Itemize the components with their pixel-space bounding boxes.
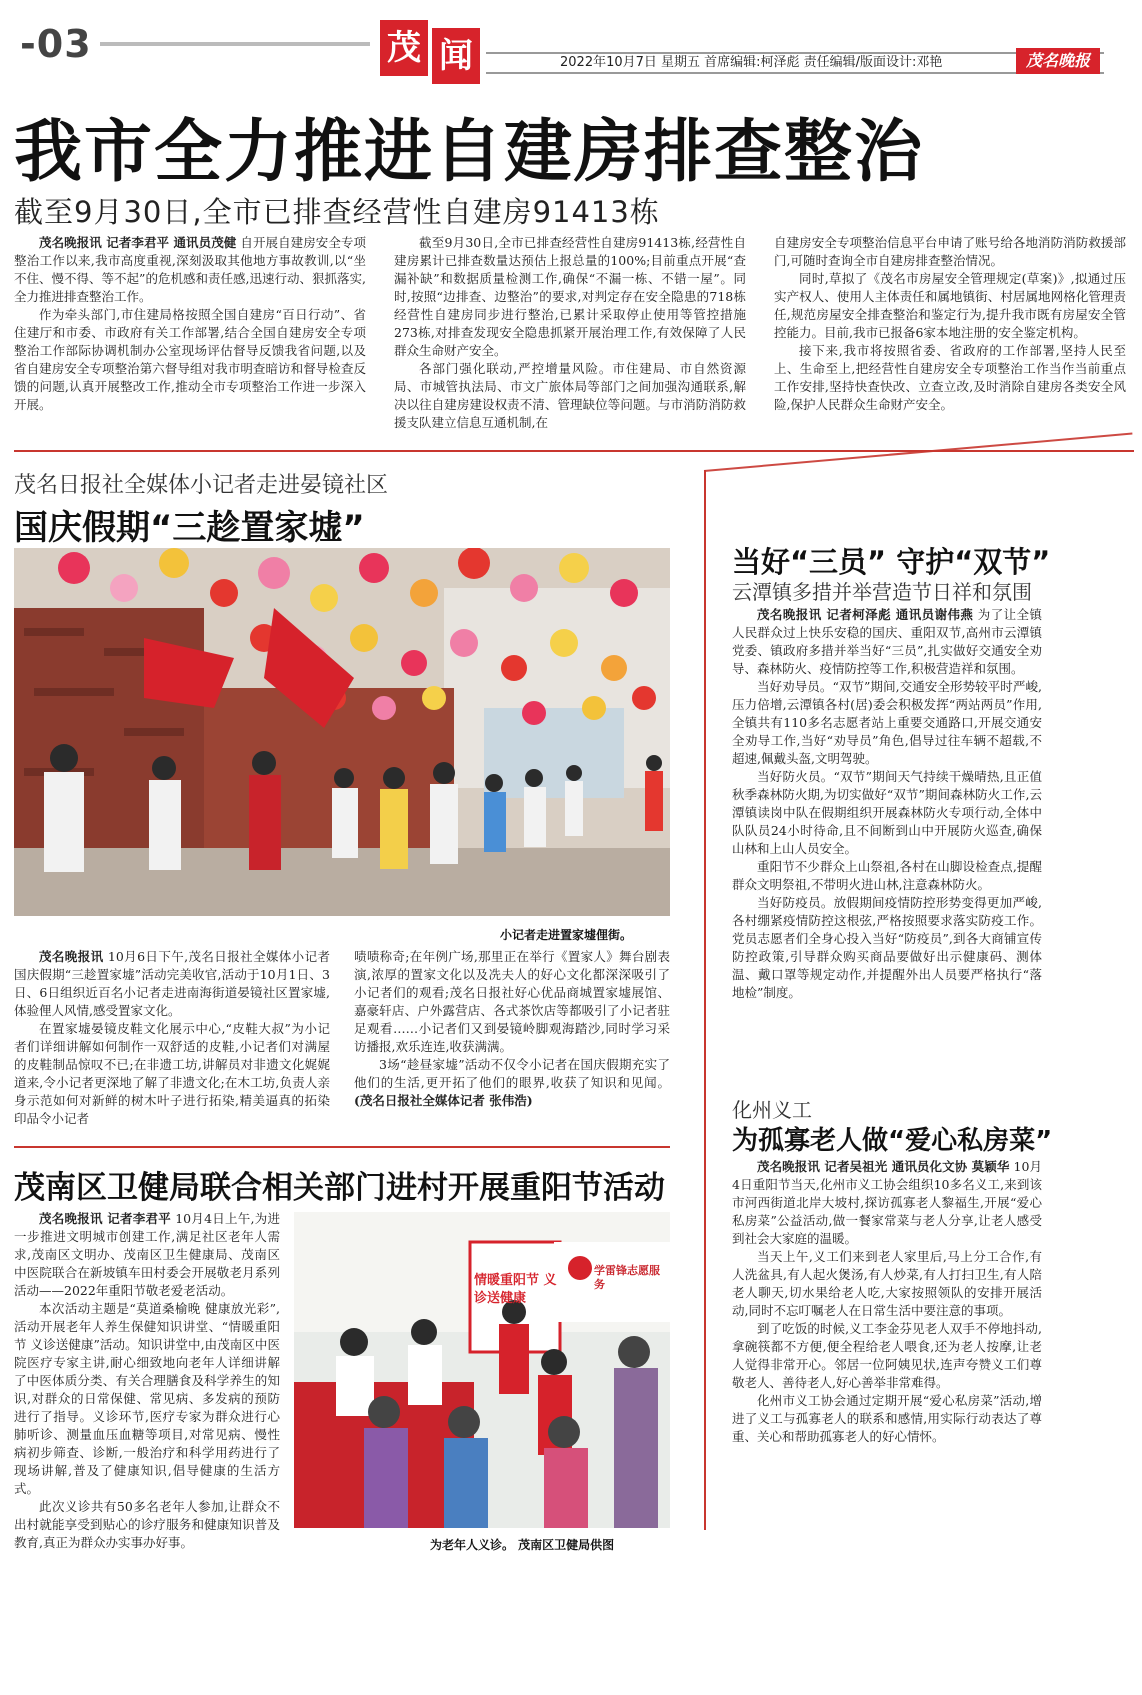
page-number: -03 bbox=[20, 22, 92, 66]
story4-headline: 当好“三员” 守护“双节” bbox=[732, 545, 1051, 579]
paragraph: 同时,草拟了《茂名市房屋安全管理规定(草案)》,拟通过压实产权人、使用人主体责任和属地镇街、村居属地网格化管理责任,规范房屋安全排查整治和鉴定行为,提升我市既有房屋安全管控能力。目前,我市已报备6家本地注册的安全鉴定机构。 bbox=[774, 271, 1126, 340]
paragraph: 各部门强化联动,严控增量风险。市住建局、市自然资源局、市城管执法局、市文广旅体局等部门之间加强沟通联系,解决以往自建房建设权责不清、管理缺位等问题。与市消防消防救援支队建立信息互通机制,在 bbox=[394, 361, 746, 430]
paragraph: 作为牵头部门,市住建局格按照全国自建房“百日行动”、省住建厅和市委、市政府有关工作部署,结合全国自建房安全专项整治工作部际协调机制办公室现场评估督导反馈我省问题,以及省自建房安全专项整治第六督导组对我市明查暗访和督导检查反馈的问题,认真开展整改工作,推动全市专项整治工作进一步深入开展。 bbox=[14, 307, 366, 412]
paragraph: 到了吃饭的时候,义工李金芬见老人双手不停地抖动,拿碗筷都不方便,便全程给老人喂食,还为老人按摩,让老人觉得非常开心。邻居一位阿姨见状,连声夸赞义工们尊敬老人、善待老人,好心善举非常难得。 bbox=[732, 1321, 1042, 1390]
header-divider bbox=[100, 42, 370, 46]
photo-illustration bbox=[294, 1212, 670, 1528]
story5-column bbox=[732, 1158, 1042, 1446]
story2-kicker: 茂名日报社全媒体小记者走进晏镜社区 bbox=[14, 473, 389, 498]
paragraph: 接下来,我市将按照省委、省政府的工作部署,坚持人民至上、生命至上,把经营性自建房安全专项整治工作当作当前重点工作安排,坚持快查快改、立查立改,及时消除自建房各类安全风险,保护人民群众生命财产安全。 bbox=[774, 343, 1126, 412]
paragraph: 当天上午,义工们来到老人家里后,马上分工合作,有人洗盆具,有人起火煲汤,有人炒菜,有人打扫卫生,有人陪老人聊天,切水果给老人吃,大家按照领队的安排开展活动,同时不忘叮嘱老人在日常生活中要注意的事项。 bbox=[732, 1249, 1042, 1318]
lantern-street-photo bbox=[14, 548, 670, 916]
section-divider bbox=[14, 1146, 670, 1148]
section-char: 茂 bbox=[380, 20, 428, 76]
story5-kicker: 化州义工 bbox=[732, 1098, 812, 1122]
lead-column-2 bbox=[394, 234, 746, 432]
paragraph: 在置家墟晏镜皮鞋文化展示中心,“皮鞋大叔”为小记者们详细讲解如何制作一双舒适的皮鞋,小记者们对满屋的皮鞋制品惊叹不已;在非遗工坊,讲解员对非遗文化娓娓道来,令小记者更深地了解了非遗文化;在木工坊,负责人亲身示范如何对新鲜的树木叶子进行拓染,精美逼真的拓染印品令小记者 bbox=[14, 1021, 330, 1126]
section-title bbox=[380, 20, 480, 78]
byline: 茂名晚报讯 记者李君平 bbox=[39, 1211, 171, 1226]
story2-column-2 bbox=[354, 948, 670, 1110]
story2-photo-caption: 小记者走进置家墟俚街。 bbox=[500, 928, 633, 942]
story5-headline: 为孤寡老人做“爱心私房菜” bbox=[732, 1126, 1053, 1156]
paragraph: 此次义诊共有50多名老年人参加,让群众不出村就能享受到贴心的诊疗服务和健康知识普及教育,真正为群众办实事办好事。 bbox=[14, 1499, 280, 1550]
story2-column-1 bbox=[14, 948, 330, 1128]
byline: 茂名晚报讯 bbox=[39, 949, 104, 964]
paragraph: 重阳节不少群众上山祭祖,各村在山脚设检查点,提醒群众文明祭祖,不带明火进山林,注意森林防火。 bbox=[732, 859, 1042, 892]
story4-subheadline: 云潭镇多措并举营造节日祥和氛围 bbox=[732, 580, 1032, 604]
byline: 茂名晚报讯 记者柯泽彪 通讯员谢伟燕 bbox=[757, 607, 974, 622]
event-sign: 情暖重阳节 义诊送健康 bbox=[474, 1273, 557, 1306]
masthead bbox=[0, 0, 1142, 84]
paragraph: 当好劝导员。“双节”期间,交通安全形势较平时严峻,压力倍增,云潭镇各村(居)委会积极发挥“两站两员”作用,全镇共有110多名志愿者站上重要交通路口,开展交通安全劝导工作,当好“劝导员”角色,倡导过往车辆不超载,不超速,佩戴头盔,文明驾驶。 bbox=[732, 679, 1042, 766]
section-divider bbox=[14, 450, 1134, 452]
story3-photo-caption: 为老年人义诊。 茂南区卫健局供图 bbox=[430, 1538, 615, 1552]
paragraph: 截至9月30日,全市已排查经营性自建房91413栋,经营性自建房累计已排查数量达预估上报总量的100%;目前重点开展“查漏补缺”和数据质量检测工作,确保“不漏一栋、不错一屋”。同时,按照“边排查、边整治”的要求,对判定存在安全隐患的718栋经营性自建房同步进行整治,已累计采取停止使用等管控措施273栋,对排查发现安全隐患抓紧开展治理工作,有效保障了人民群众生命财产安全。 bbox=[394, 235, 746, 358]
paragraph: 当好防火员。“双节”期间天气持续干燥晴热,且正值秋季森林防火期,为切实做好“双节”期间森林防火工作,云潭镇读岗中队在假期组织开展森林防火专项行动,全体中队队员24小时待命,且不间断到山中开展防火巡查,确保山林和上山人员安全。 bbox=[732, 769, 1042, 856]
lead-column-3 bbox=[774, 234, 1126, 414]
issue-meta: 2022年10月7日 星期五 首席编辑:柯泽彪 责任编辑/版面设计:邓艳 bbox=[560, 55, 943, 70]
byline: 茂名晚报讯 记者吴祖光 通讯员化文协 莫颖华 bbox=[757, 1159, 1010, 1174]
section-char: 闻 bbox=[432, 28, 480, 84]
paragraph: 3场“趁昼家墟”活动不仅令小记者在国庆假期充实了他们的生活,更开拓了他们的眼界,收获了知识和见闻。 (茂名日报社全媒体记者 张伟浩) bbox=[354, 1057, 670, 1108]
story3-headline: 茂南区卫健局联合相关部门进村开展重阳节活动 bbox=[14, 1170, 665, 1206]
lead-subheadline: 截至9月30日,全市已排查经营性自建房91413栋 bbox=[14, 195, 660, 229]
paragraph: 本次活动主题是“莫道桑榆晚 健康放光彩”,活动开展老年人养生保健知识讲堂、“情暖重阳节 义诊送健康”活动。知识讲堂中,由茂南区中医院医疗专家主讲,耐心细致地向老年人详细讲解了中医体质分类、有关合理膳食及科学养生的知识,对群众的日常保健、常见病、多发病的预防进行了指导。义诊环节,医疗专家为群众进行心肺听诊、测量血压血糖等项目,对常见病、慢性病初步筛查、诊断,一般治疗和科学用药进行了现场讲解,普及了健康知识,倡导健康的生活方式。 bbox=[14, 1301, 280, 1496]
health-clinic-photo bbox=[294, 1212, 670, 1528]
lead-headline: 我市全力推进自建房排查整治 bbox=[14, 113, 925, 192]
paragraph: 茂名晚报讯 10月6日下午,茂名日报社全媒体小记者国庆假期“三趁置家墟”活动完美收官,活动于10月1日、3日、6日组织近百名小记者走进南海街道晏镜社区置家墟,体验俚人风情,感受置家文化。 bbox=[14, 949, 330, 1018]
volunteer-sign: 学雷锋志愿服务 bbox=[594, 1264, 660, 1291]
paragraph: 茂名晚报讯 记者柯泽彪 通讯员谢伟燕 为了让全镇人民群众过上快乐安稳的国庆、重阳双节,高州市云潭镇党委、镇政府多措并举当好“三员”,扎实做好交通安全劝导、森林防火、疫情防控等工作,积极营造祥和氛围。 bbox=[732, 607, 1042, 676]
newspaper-logo: 茂名晚报 bbox=[1016, 48, 1100, 74]
paragraph: 茂名晚报讯 记者李君平 通讯员茂健 自开展自建房安全专项整治工作以来,我市高度重视,深刻汲取其他地方事故教训,以“坐不住、慢不得、等不起”的危机感和责任感,迅速行动、狠抓落实,全力推进排查整治工作。 bbox=[14, 235, 366, 304]
story3-column bbox=[14, 1210, 280, 1552]
paragraph: 化州市义工协会通过定期开展“爱心私房菜”活动,增进了义工与孤寡老人的联系和感情,用实际行动表达了尊重、关心和帮助孤寡老人的好心情怀。 bbox=[732, 1393, 1042, 1444]
paragraph: 茂名晚报讯 记者李君平 10月4日上午,为进一步推进文明城市创建工作,满足社区老年人需求,茂南区文明办、茂南区卫生健康局、茂南区中医院联合在新坡镇车田村委会开展敬老月系列活动——2022年重阳节敬老爱老活动。 bbox=[14, 1211, 280, 1298]
paragraph: 啧啧称奇;在年例广场,那里正在举行《置家人》舞台剧表演,浓厚的置家文化以及冼夫人的好心文化都深深吸引了小记者们的观看;茂名日报社好心优品商城置家墟展馆、嘉豪轩店、户外露营店、各式茶饮店等都吸引了小记者驻足观看……小记者们又到晏镜岭脚观海踏沙,同时学习采访播报,欢乐连连,收获满满。 bbox=[354, 949, 670, 1054]
story4-column bbox=[732, 606, 1042, 1002]
right-column-corner bbox=[704, 433, 1133, 472]
byline: 茂名晚报讯 记者李君平 通讯员茂健 bbox=[39, 235, 237, 250]
credit: (茂名日报社全媒体记者 张伟浩) bbox=[354, 1093, 533, 1108]
lead-column-1 bbox=[14, 234, 366, 414]
photo-illustration bbox=[14, 548, 670, 916]
story2-headline: 国庆假期“三趁置家墟” bbox=[14, 508, 365, 548]
paragraph: 当好防疫员。放假期间疫情防控形势变得更加严峻,各村绷紧疫情防控这根弦,严格按照要求落实防疫工作。党员志愿者们全身心投入当好“防疫员”,到各大商铺宣传防控政策,引导群众购买商品要做好出示健康码、测体温、戴口罩等规定动作,并提醒外出人员要严格执行“落地检”制度。 bbox=[732, 895, 1042, 1000]
paragraph: 自建房安全专项整治信息平台申请了账号给各地消防消防救援部门,可随时查询全市自建房排查整治情况。 bbox=[774, 235, 1126, 268]
paragraph: 茂名晚报讯 记者吴祖光 通讯员化文协 莫颖华 10月4日重阳节当天,化州市义工协会组织10多名义工,来到该市河西街道北岸大坡村,探访孤寡老人黎福生,开展“爱心私房菜”公益活动,做一餐家常菜与老人分享,让老人感受到社会大家庭的温暖。 bbox=[732, 1159, 1042, 1246]
